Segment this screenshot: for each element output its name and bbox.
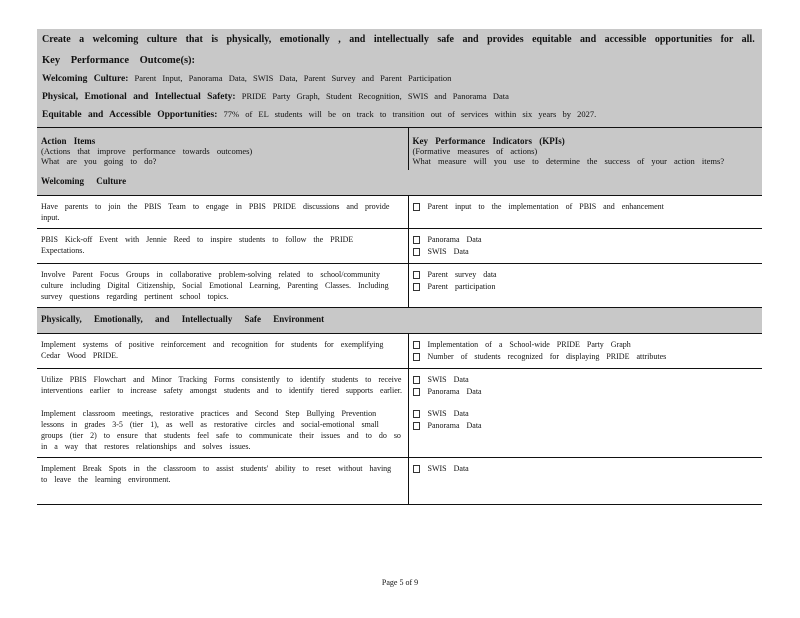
action-items-title: Action Items [41,135,96,146]
kpi-item [413,374,759,385]
action-item-text: Utilize PBIS Flowchart and Minor Tracking Forms consistently to identify students to receive interventions earlier to increase safety amongst students and to identify tiered supports earlier. [37,368,408,403]
goal-statement: Create a welcoming culture that is physically, emotionally , and intellectually safe and provides equitable and accessible opportunities for all. [42,34,755,45]
section-title: Welcoming Culture [37,170,762,196]
action-item-text: PBIS Kick-off Event with Jennie Reed to inspire students to follow the PRIDE Expectations. [37,228,408,263]
table-row [37,228,762,263]
kpi-item [413,420,759,431]
kpi-text: Number of students recognized for displaying PRIDE attributes [427,351,667,361]
kpi-item [413,339,759,350]
section-header-row [37,307,762,333]
kpi-cell [408,333,762,368]
kpi-text: SWIS Data [427,246,469,256]
column-header-row [37,127,762,170]
kpi-cell [408,195,762,228]
bullet-box-icon [413,376,420,384]
kpi-text: Panorama Data [427,234,482,244]
kpi-cell [408,228,762,263]
action-items-question: What are you going to do? [41,155,157,166]
bullet-box-icon [413,353,420,361]
bullet-box-icon [413,283,420,291]
kpi-item [413,351,759,362]
kpi-text: Panorama Data [427,420,482,430]
table-row [37,263,762,307]
bullet-box-icon [413,248,420,256]
kpi-item [413,234,759,245]
page-number: Page 5 of 9 [381,578,419,587]
action-item-text: Implement Break Spots in the classroom to assist students' ability to reset without having to leave the learning environment. [37,457,408,504]
bullet-box-icon [413,465,420,473]
plan-page [37,29,762,505]
welcoming-label: Welcoming Culture: [42,73,129,84]
bullet-box-icon [413,341,420,349]
equitable-text: 77% of EL students will be on track to transition out of services within six years by 2027. [223,108,597,119]
kpo-label: Key Performance Outcome(s): [42,54,196,66]
kpi-title: Key Performance Indicators (KPIs) [412,135,565,146]
action-table [37,127,762,505]
kpi-item [413,408,759,419]
bullet-box-icon [413,422,420,430]
kpi-item [413,269,759,280]
kpi-item [413,201,759,212]
goal-header [37,29,762,127]
bullet-box-icon [413,410,420,418]
safety-label: Physical, Emotional and Intellectual Safety: [42,91,236,102]
kpi-text: SWIS Data [427,408,469,418]
kpi-text: Implementation of a School-wide PRIDE Party Graph [427,339,631,349]
action-item-text: Implement systems of positive reinforcement and recognition for students for exemplifying Cedar Wood PRIDE. [37,333,408,368]
kpi-question: What measure will you use to determine the success of your action items? [412,155,725,166]
kpi-text: SWIS Data [427,463,469,473]
kpi-subtitle: (Formative measures of actions) [412,145,538,156]
kpi-text: Parent input to the implementation of PBIS and enhancement [427,201,664,211]
bullet-box-icon [413,271,420,279]
kpi-item [413,281,759,292]
equitable-line [42,109,757,121]
kpi-item [413,386,759,397]
kpi-cell [408,368,762,403]
action-item-text: Implement classroom meetings, restorative practices and Second Step Bullying Prevention lessons in grades 3-5 (tier 1), as well as restorative circles and social-emotional small groups (tier 2) to ensure that students feel safe to communicate their issues and to do so in a way that restores relationships and solves issues. [41,408,401,451]
welcoming-line [42,73,757,85]
bullet-box-icon [413,388,420,396]
action-item-text: Involve Parent Focus Groups in collaborative problem-solving related to school/community culture including Digital Citizenship, Social Emotional Learning, Parenting Classes. Including survey questions regarding pertinent school topics. [37,263,408,307]
table-row [37,368,762,403]
bullet-box-icon [413,236,420,244]
kpi-cell [408,457,762,504]
equitable-label: Equitable and Accessible Opportunities: [42,109,218,120]
right-column-header [408,127,762,170]
section-title: Physically, Emotionally, and Intellectually Safe Environment [37,307,762,333]
kpi-text: SWIS Data [427,374,469,384]
welcoming-text: Parent Input, Panorama Data, SWIS Data, Parent Survey and Parent Participation [134,72,452,83]
table-row [37,457,762,504]
kpi-text: Parent survey data [427,269,497,279]
table-row [37,403,762,458]
left-column-header [37,127,408,170]
action-items-subtitle: (Actions that improve performance towards outcomes) [41,145,253,156]
kpi-text: Panorama Data [427,386,482,396]
action-item-text: Have parents to join the PBIS Team to engage in PBIS PRIDE discussions and provide input. [37,195,408,228]
kpi-cell [408,403,762,458]
kpi-item [413,463,759,474]
kpi-cell [408,263,762,307]
kpi-item [413,246,759,257]
safety-text: PRIDE Party Graph, Student Recognition, SWIS and Panorama Data [241,90,509,101]
bullet-box-icon [413,203,420,211]
safety-line [42,91,757,103]
table-row [37,333,762,368]
kpi-text: Parent participation [427,281,496,291]
section-header-row [37,170,762,196]
table-row [37,195,762,228]
